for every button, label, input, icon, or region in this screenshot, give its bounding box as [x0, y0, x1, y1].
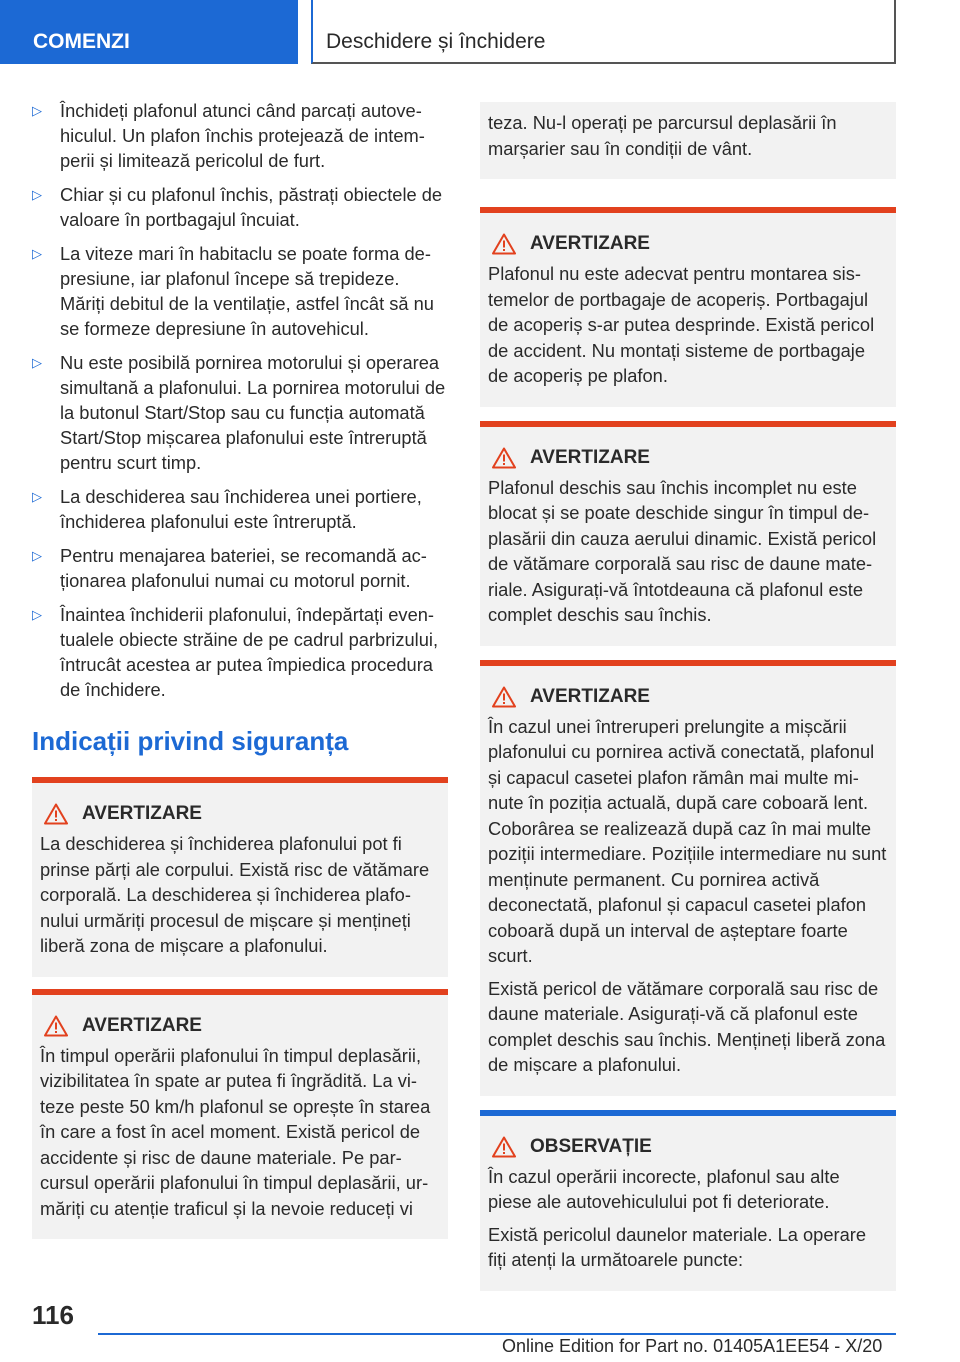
- triangle-bullet-icon: ▷: [32, 607, 42, 622]
- list-item: ▷ Nu este posibilă pornirea motorului și operarea simultană a plafonului. La pornirea motorului de la butonul Start/Stop sau cu funcția automată Start/Stop mișcarea plafonului este întreruptă pentru scurt timp.: [32, 352, 446, 473]
- left-column: [32, 98, 448, 1251]
- warning-box: [32, 777, 448, 977]
- warning-triangle-icon: [44, 803, 68, 825]
- warning-text: În timpul operării plafonului în timpul deplasării, vizibilitatea în spate ar putea fi îngrădită. La viteze peste 50 km/h plafonul se oprește în starea în care a fost în acel moment. Există pericol de accidente și risc de daune materiale. Pe parcursul operării plafonului în timpul deplasării, urmăriți cu atenție traficul și la nevoie reduceți vi: [40, 1044, 431, 1219]
- list-item: ▷ Pentru menajarea bateriei, se recomandă acționarea plafonului numai cu motorul pornit.: [32, 545, 427, 591]
- warning-triangle-icon: [492, 233, 516, 255]
- warning-title: AVERTIZARE: [530, 446, 650, 468]
- warning-triangle-icon: [492, 686, 516, 708]
- triangle-bullet-icon: ▷: [32, 103, 42, 118]
- warning-text: La deschiderea și închiderea plafonului pot fi prinse părți ale corpului. Există risc de vătămare corporală. La deschiderea și închiderea plafonului urmăriți procesul de mișcare și mențineți liberă zona de mișcare a plafonului.: [40, 833, 430, 956]
- note-box: [480, 1110, 896, 1291]
- list-item: ▷ Închideți plafonul atunci când parcați autovehiculul. Un plafon închis protejează de intemperii și limitează pericolul de furt.: [32, 100, 425, 171]
- warning-title: AVERTIZARE: [530, 685, 650, 707]
- warning-box-continued: [480, 102, 896, 179]
- section-heading: Indicații privind siguranța: [32, 726, 349, 756]
- warning-box: [480, 421, 896, 646]
- warning-text: Există pericol de vătămare corporală sau risc de daune materiale. Asigurați-vă că plafonul este complet deschis sau închis. Mențineți liberă zona de mișcare a plafonului.: [488, 977, 886, 1075]
- note-text: În cazul operării incorecte, plafonul sau alte piese ale autovehiculului pot fi deteriorate.: [488, 1165, 840, 1212]
- triangle-bullet-icon: ▷: [32, 355, 42, 370]
- warning-title: AVERTIZARE: [530, 233, 650, 254]
- triangle-bullet-icon: ▷: [32, 548, 42, 563]
- warning-triangle-icon: [492, 447, 516, 469]
- section-tab: COMENZI: [0, 0, 298, 64]
- warning-triangle-icon: [44, 1015, 68, 1037]
- note-text: Există pericolul daunelor materiale. La operare fiți atenți la următoarele puncte:: [488, 1223, 867, 1270]
- footer-divider: [98, 1333, 896, 1335]
- warning-text: teza. Nu-l operați pe parcursul deplasării în marșarier sau în condiții de vânt.: [488, 112, 837, 159]
- note-title: OBSERVAȚIE: [530, 1135, 652, 1157]
- chapter-tab: Deschidere și închidere: [311, 0, 896, 64]
- list-item: ▷ Înaintea închiderii plafonului, îndepărtați eventualele obiecte străine de pe cadrul parbrizului, întrucât acestea ar putea împiedica procedura de închidere.: [32, 604, 439, 700]
- warning-title: AVERTIZARE: [82, 1014, 202, 1036]
- triangle-bullet-icon: ▷: [32, 187, 42, 202]
- list-item: ▷ La viteze mari în habitaclu se poate forma depresiune, iar plafonul începe să trepideze. Măriți debitul de la ventilație, astfel încât să nu se formeze depresiune în autovehicul.: [32, 243, 434, 339]
- warning-box: [480, 660, 896, 1096]
- right-column: [480, 102, 896, 1303]
- warning-text: Plafonul nu este adecvat pentru montarea sistemelor de portbagaje de acoperiș. Portbagajul de acoperiș s-ar putea desprinde. Există pericol de accident. Nu montați sisteme de portbagaje de acoperiș pe plafon.: [488, 263, 875, 386]
- triangle-bullet-icon: ▷: [32, 489, 42, 504]
- warning-box: [480, 207, 896, 407]
- warning-title: AVERTIZARE: [82, 803, 202, 824]
- list-item: ▷ La deschiderea sau închiderea unei portiere, închiderea plafonului este întreruptă.: [32, 486, 422, 532]
- page-number: 116: [32, 1300, 74, 1330]
- list-item: ▷ Chiar și cu plafonul închis, păstrați obiectele de valoare în portbagajul încuiat.: [32, 184, 443, 230]
- warning-text: În cazul unei întreruperi prelungite a mișcării plafonului cu pornirea activă conectată, plafonul și capacul casetei plafon rămân mai multe minute în poziția actuală, după care coboară lent. Coborârea se realizează după caz în mai multe poziții intermediare. Pozițiile intermediare nu sunt menținute permanent. Cu pornirea activă deconectată, plafonul și capacul casetei plafon coboară după un interval de așteptare foarte scurt.: [488, 715, 887, 966]
- footer-edition: Online Edition for Part no. 01405A1EE54 - X/20: [502, 1336, 883, 1356]
- warning-box: [32, 989, 448, 1240]
- warning-text: Plafonul deschis sau închis incomplet nu este blocat și se poate deschide singur în timpul deplasării din cauza aerului dinamic. Există pericol de vătămare corporală sau risc de daune materiale. Asigurați-vă întotdeauna că plafonul este complet deschis sau închis.: [488, 476, 877, 625]
- triangle-bullet-icon: ▷: [32, 246, 42, 261]
- warning-triangle-icon: [492, 1136, 516, 1158]
